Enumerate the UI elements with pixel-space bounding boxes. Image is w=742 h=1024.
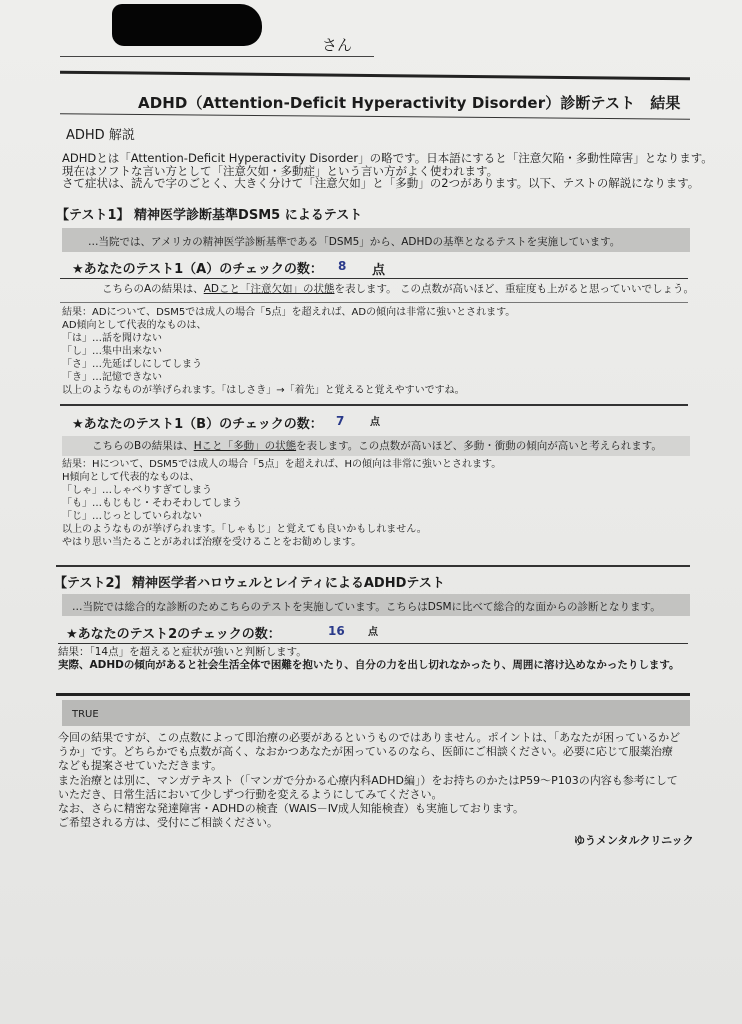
test1a-explain-pre: こちらのAの結果は、 [102, 283, 204, 295]
footer-line: うか」です。どちらかでも点数が高く、なおかつあなたが困っているのなら、医師にご相談ください。必要に応じて服薬治療 [58, 745, 673, 759]
test1b-score: 7 [336, 414, 345, 428]
test1b-result-line: 以上のようなものが挙げられます。「しゃもじ」と覚えても良いかもしれません。 [62, 524, 427, 535]
test2-score: 16 [328, 624, 345, 638]
test1b-result-line: 結果：Hについて、DSM5では成人の場合「5点」を超えれば、Hの傾向は非常に強いとされます。 [62, 459, 502, 470]
test1a-result-line: 「さ」…先延ばしにしてしまう [62, 359, 202, 370]
test1b-result-line: 「も」…もじもじ・そわそわしてしまう [62, 498, 242, 509]
test2-result-line: 実際、ADHDの傾向があると社会生活全体で困難を抱いたり、自分の力を出し切れなかったり、周囲に溶け込めなかったりします。 [58, 659, 680, 671]
test1a-result-line: 「き」…記憶できない [62, 372, 162, 383]
footer-line: また治療とは別に、マンガテキスト（「マンガで分かる心療内科ADHD編」）をお持ちのかたはP59〜P103の内容も参考にして [58, 773, 678, 787]
clinic-name: ゆうメンタルクリニック [574, 834, 694, 847]
test1b-label: ★あなたのテスト1（B）のチェックの数： [72, 417, 323, 432]
footer-line: なども提案させていただきます。 [58, 759, 223, 773]
test2-rule [58, 643, 688, 644]
footer-line: なお、さらに精密な発達障害・ADHDの検査（WAIS－Ⅳ成人知能検査）も実施しております。 [58, 802, 525, 816]
test1b-explain [92, 440, 662, 453]
test1a-result-line: 結果：ADについて、DSM5では成人の場合「5点」を超えれば、ADの傾向は非常に強いとされます。 [62, 307, 516, 318]
footer-rule [56, 693, 690, 696]
test1a-score: 8 [338, 259, 347, 273]
test1a-explain-post: を表します。 この点数が高いほど、重症度も上がると思っていいでしょう。 [334, 283, 694, 295]
name-underline [60, 56, 374, 57]
footer-line: 今回の結果ですが、この点数によって即治療の必要があるというものではありません。ポイントは、「あなたが困っているかど [58, 731, 681, 744]
test1b-explain-post: を表します。この点数が高いほど、多動・衝動の傾向が高いと考えられます。 [296, 440, 662, 452]
footer-line: いただき、日常生活において少しずつ行動を変えるようにしてみてください。 [58, 787, 443, 801]
intro-heading: ADHD 解説 [66, 128, 135, 143]
test1a-explain-rule [60, 302, 688, 303]
test1a-result-line: AD傾向として代表的なものは、 [62, 320, 207, 331]
footer-text [58, 731, 680, 830]
redacted-name [112, 4, 262, 46]
test1a-rule [60, 278, 688, 279]
test1b-rule-top [60, 404, 688, 406]
test2-heading: 【テスト2】 精神医学者ハロウェルとレイティによるADHDテスト [54, 576, 445, 591]
page-title: ADHD（Attention-Deficit Hyperactivity Disorder）診断テスト 結果 [138, 94, 681, 112]
test1a-explain [102, 283, 694, 296]
test2-unit: 点 [368, 627, 378, 638]
test1b-result-line: 「しゃ」…しゃべりすぎてしまう [62, 485, 212, 496]
intro-line: さて症状は、読んで字のごとく、大きく分けて「注意欠如」と「多動」の2つがあります。以下、テストの解説になります。 [62, 176, 700, 191]
test2-band-text: …当院では総合的な診断のためこちらのテストを実施しています。こちらはDSMに比べて総合的な面からの診断となります。 [72, 601, 661, 613]
test1a-explain-key: ADこと「注意欠如」の状態 [203, 283, 335, 295]
test1b-explain-pre: こちらのBの結果は、 [92, 440, 194, 452]
intro-line: ADHDとは「Attention-Deficit Hyperactivity Disorder」の略です。日本語にすると「注意欠陥・多動性障害」となります。 [62, 151, 713, 165]
test1a-label: ★あなたのテスト1（A）のチェックの数： [72, 262, 323, 277]
test1-heading: 【テスト1】 精神医学診断基準DSM5 によるテスト [56, 208, 363, 223]
test1-band-text: …当院では、アメリカの精神医学診断基準である「DSM5」から、ADHDの基準となるテストを実施しています。 [88, 236, 621, 248]
name-suffix: さん [322, 36, 353, 54]
test1b-result [62, 458, 501, 549]
test1b-result-line: 「じ」…じっとしていられない [62, 511, 202, 522]
test2-label: ★あなたのテスト2のチェックの数： [66, 627, 281, 642]
test2-result [58, 646, 680, 672]
footer-band-label: TRUE [72, 709, 99, 720]
test2-result-line: 結果：「14点」を超えると症状が強いと判断します。 [58, 646, 307, 658]
test1a-unit: 点 [372, 263, 386, 278]
test1a-result-line: 「は」…話を聞けない [62, 333, 162, 344]
test1b-explain-key: Hこと「多動」の状態 [193, 440, 297, 452]
test1a-result [62, 306, 515, 397]
test1a-result-line: 「し」…集中出来ない [62, 346, 162, 357]
intro-line: 現在はソフトな言い方として「注意欠如・多動症」という言い方がよく使われます。 [62, 163, 499, 178]
test1b-unit: 点 [370, 417, 380, 428]
intro-text [62, 152, 713, 190]
test2-rule-top [56, 565, 690, 567]
footer-line: ご希望される方は、受付にご相談ください。 [58, 816, 278, 830]
title-rule-bottom [60, 113, 690, 119]
test1a-result-line: 以上のようなものが挙げられます。「はしさき」→「着先」と覚えると覚えやすいですね。 [62, 385, 465, 396]
test1b-result-line: やはり思い当たることがあれば治療を受けることをお勧めします。 [62, 537, 362, 548]
title-rule-top [60, 71, 690, 81]
test1b-result-line: H傾向として代表的なものは、 [62, 472, 200, 483]
footer-band [62, 700, 690, 726]
